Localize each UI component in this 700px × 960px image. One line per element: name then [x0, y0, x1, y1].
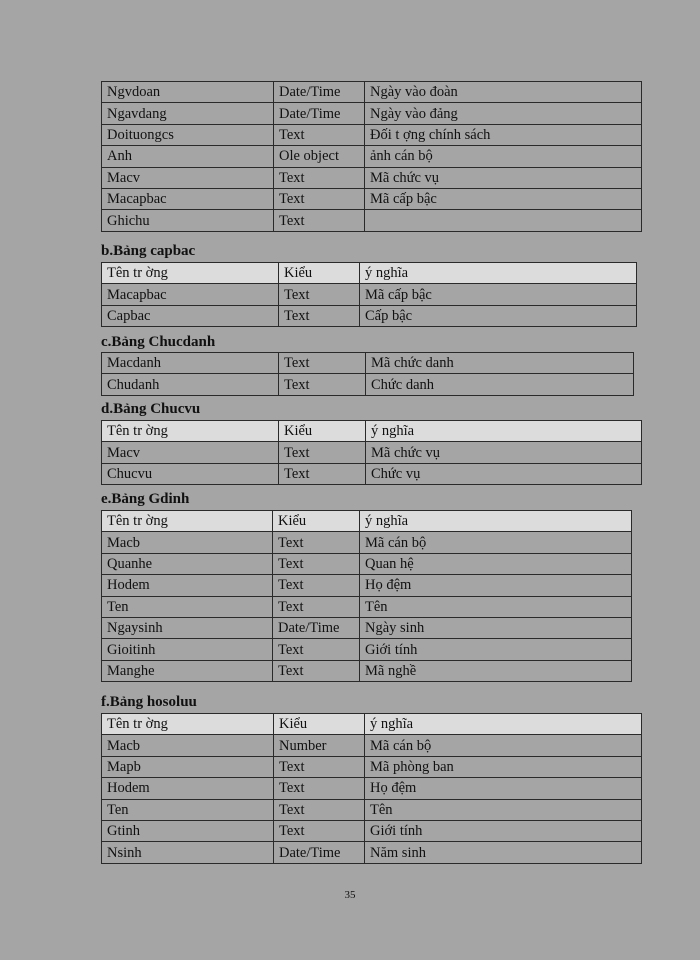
field-type-cell: Text: [274, 799, 365, 820]
field-name-cell: Chudanh: [102, 374, 279, 395]
field-meaning-cell: Tên: [365, 799, 642, 820]
field-name-cell: Quanhe: [102, 553, 273, 574]
field-meaning-cell: Mã cấp bậc: [360, 284, 637, 305]
table-row: [102, 353, 634, 374]
field-name-cell: Gioitinh: [102, 639, 273, 660]
table-row: [102, 639, 632, 660]
column-header-meaning: ý nghĩa: [366, 421, 642, 442]
field-type-cell: Date/Time: [273, 617, 360, 638]
table-row: [102, 596, 632, 617]
section-heading-hosoluu: f.Bảng hosoluu: [101, 694, 197, 710]
table-header-row: [102, 511, 632, 532]
field-type-cell: Text: [274, 188, 365, 209]
field-meaning-cell: Chức vụ: [366, 463, 642, 484]
field-name-cell: Ngaysinh: [102, 617, 273, 638]
table-row: [102, 532, 632, 553]
table-row: [102, 124, 642, 145]
field-type-cell: Text: [273, 532, 360, 553]
field-name-cell: Doituongcs: [102, 124, 274, 145]
field-meaning-cell: Tên: [360, 596, 632, 617]
field-name-cell: Ghichu: [102, 210, 274, 231]
table-row: [102, 617, 632, 638]
field-name-cell: Hodem: [102, 778, 274, 799]
field-type-cell: Date/Time: [274, 842, 365, 863]
field-meaning-cell: Mã cán bộ: [365, 735, 642, 756]
field-meaning-cell: [365, 210, 642, 231]
field-name-cell: Anh: [102, 146, 274, 167]
table-row: [102, 210, 642, 231]
column-header-field: Tên tr ờng: [102, 263, 279, 284]
field-type-cell: Text: [273, 639, 360, 660]
field-type-cell: Text: [274, 778, 365, 799]
table-row: [102, 284, 637, 305]
field-name-cell: Ten: [102, 596, 273, 617]
field-type-cell: Text: [273, 596, 360, 617]
field-name-cell: Macapbac: [102, 188, 274, 209]
table-row: [102, 575, 632, 596]
field-meaning-cell: Mã nghề: [360, 660, 632, 681]
table-header-row: [102, 421, 642, 442]
column-header-field: Tên tr ờng: [102, 421, 279, 442]
field-meaning-cell: Giới tính: [365, 820, 642, 841]
table-hosoluu: [101, 713, 642, 864]
field-type-cell: Text: [274, 820, 365, 841]
table-row: [102, 660, 632, 681]
field-meaning-cell: Ngày vào đảng: [365, 103, 642, 124]
column-header-type: Kiểu: [279, 263, 360, 284]
field-type-cell: Date/Time: [274, 103, 365, 124]
field-type-cell: Text: [273, 660, 360, 681]
field-meaning-cell: Năm sinh: [365, 842, 642, 863]
field-type-cell: Text: [279, 284, 360, 305]
field-name-cell: Macv: [102, 167, 274, 188]
section-heading-chucdanh: c.Bảng Chucdanh: [101, 334, 216, 350]
field-name-cell: Ngvdoan: [102, 82, 274, 103]
field-meaning-cell: Mã cấp bậc: [365, 188, 642, 209]
section-heading-gdinh: e.Bảng Gdinh: [101, 491, 190, 507]
field-name-cell: Ngavdang: [102, 103, 274, 124]
column-header-type: Kiểu: [273, 511, 360, 532]
table-row: [102, 103, 642, 124]
field-name-cell: Macv: [102, 442, 279, 463]
field-type-cell: Text: [274, 756, 365, 777]
field-meaning-cell: Cấp bậc: [360, 305, 637, 326]
field-type-cell: Text: [279, 305, 360, 326]
field-name-cell: Macb: [102, 532, 273, 553]
table-body: [102, 82, 642, 232]
table-row: [102, 553, 632, 574]
table-header-row: [102, 263, 637, 284]
section-heading-capbac: b.Bảng capbac: [101, 243, 196, 259]
table-row: [102, 842, 642, 863]
field-type-cell: Text: [274, 210, 365, 231]
field-name-cell: Chucvu: [102, 463, 279, 484]
field-type-cell: Ole object: [274, 146, 365, 167]
field-meaning-cell: Quan hệ: [360, 553, 632, 574]
table-row: [102, 374, 634, 395]
page-number: 35: [344, 889, 356, 901]
table-gdinh: [101, 510, 632, 682]
field-name-cell: Capbac: [102, 305, 279, 326]
field-name-cell: Manghe: [102, 660, 273, 681]
table-nhanvien-continued: [101, 81, 642, 232]
table-chucvu: [101, 420, 642, 485]
field-meaning-cell: ảnh cán bộ: [365, 146, 642, 167]
table-row: [102, 167, 642, 188]
column-header-meaning: ý nghĩa: [360, 263, 637, 284]
column-header-type: Kiểu: [279, 421, 366, 442]
table-chucdanh: [101, 352, 634, 396]
column-header-field: Tên tr ờng: [102, 511, 273, 532]
table-row: [102, 146, 642, 167]
field-meaning-cell: Mã chức vụ: [366, 442, 642, 463]
field-type-cell: Text: [279, 374, 366, 395]
column-header-meaning: ý nghĩa: [365, 714, 642, 735]
section-heading-chucvu: d.Bảng Chucvu: [101, 401, 201, 417]
field-name-cell: Mapb: [102, 756, 274, 777]
field-name-cell: Ten: [102, 799, 274, 820]
column-header-meaning: ý nghĩa: [360, 511, 632, 532]
table-row: [102, 188, 642, 209]
table-row: [102, 820, 642, 841]
field-meaning-cell: Mã cán bộ: [360, 532, 632, 553]
table-row: [102, 799, 642, 820]
field-type-cell: Text: [279, 463, 366, 484]
table-row: [102, 442, 642, 463]
field-meaning-cell: Mã chức danh: [366, 353, 634, 374]
field-type-cell: Text: [273, 553, 360, 574]
column-header-type: Kiểu: [274, 714, 365, 735]
table-row: [102, 778, 642, 799]
field-name-cell: Macapbac: [102, 284, 279, 305]
field-type-cell: Text: [274, 167, 365, 188]
field-type-cell: Text: [273, 575, 360, 596]
field-meaning-cell: Họ đệm: [360, 575, 632, 596]
field-name-cell: Hodem: [102, 575, 273, 596]
table-row: [102, 305, 637, 326]
field-meaning-cell: Giới tính: [360, 639, 632, 660]
field-meaning-cell: Chức danh: [366, 374, 634, 395]
table-row: [102, 463, 642, 484]
field-meaning-cell: Ngày vào đoàn: [365, 82, 642, 103]
field-meaning-cell: Ngày sinh: [360, 617, 632, 638]
column-header-field: Tên tr ờng: [102, 714, 274, 735]
field-type-cell: Text: [274, 124, 365, 145]
field-name-cell: Nsinh: [102, 842, 274, 863]
table-row: [102, 735, 642, 756]
field-type-cell: Text: [279, 353, 366, 374]
table-row: [102, 82, 642, 103]
field-type-cell: Text: [279, 442, 366, 463]
field-type-cell: Date/Time: [274, 82, 365, 103]
field-meaning-cell: Mã phòng ban: [365, 756, 642, 777]
table-header-row: [102, 714, 642, 735]
field-meaning-cell: Mã chức vụ: [365, 167, 642, 188]
table-row: [102, 756, 642, 777]
field-type-cell: Number: [274, 735, 365, 756]
table-capbac: [101, 262, 637, 327]
field-name-cell: Macb: [102, 735, 274, 756]
field-name-cell: Macdanh: [102, 353, 279, 374]
field-meaning-cell: Đối t ợng chính sách: [365, 124, 642, 145]
field-meaning-cell: Họ đệm: [365, 778, 642, 799]
field-name-cell: Gtinh: [102, 820, 274, 841]
